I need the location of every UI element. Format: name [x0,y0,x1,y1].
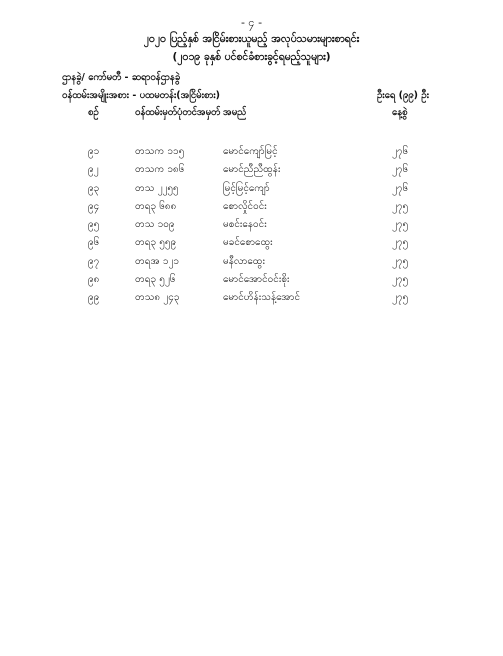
table-row [0,144,503,162]
cell-name: မောင်ကျော်မြင့် [223,146,278,157]
cell-date: ၂၇၅ [392,200,409,212]
cell-no: ၉၈ [88,274,100,286]
column-header-name: အမည် [223,107,247,118]
cell-date: ၂၇၅ [392,255,409,267]
table-row [0,254,503,272]
table-row [0,235,503,253]
cell-no: ၉၆ [88,237,100,249]
cell-id: တသက ၁၁၅ [135,146,185,157]
column-header-no: စဉ် [88,107,99,118]
cell-name: မောင်ညီညီထွန်း [223,164,281,176]
document-title: ၂၀၂၀ ပြည့်နှစ် အငြိမ်းစားယူမည့် အလုပ်သမားများစာရင်း [143,33,360,45]
total-count: ဦးရေ (၉၉) ဦး [377,90,429,101]
cell-name: မောင်အောင်ဝင်းစိုး [223,274,290,286]
cell-no: ၉၂ [88,164,99,176]
table-row [0,199,503,217]
cell-name: စောလှိုင်ဝင်း [223,200,267,212]
cell-name: မခင်စောထွေး [223,237,273,249]
cell-date: ၂၇၆ [392,164,409,176]
table-row [0,217,503,235]
cell-id: တရ၃ ၆၈၈ [135,200,177,212]
cell-name: မစင်းနေဝင်း [223,219,267,231]
table-row [0,272,503,290]
cell-id: တသ၈ ၂၄၃ [135,292,180,304]
table-row [0,162,503,180]
cell-date: ၂၇၆ [392,182,409,194]
cell-no: ၉၇ [88,255,100,267]
cell-id: တသက ၁၈၆ [135,164,185,176]
cell-name: မောင်ဟိန်းသန့်အောင် [223,292,301,304]
cell-id: တသ ၂၂၅၅ [135,182,179,194]
cell-date: ၂၇၅ [392,219,409,231]
table-row [0,181,503,199]
document-subtitle: (၂၀၁၉ ခုနှစ် ပင်စင်ခံစားခွင့်ရမည့်သူများ) [172,51,331,63]
cell-no: ၉၅ [88,219,100,231]
cell-id: တရ၃ ၅၂၆ [135,274,176,286]
cell-no: ၉၁ [88,146,100,157]
department-line: ဌာနခွဲ/ ကော်မတီ - ဆရာဝန်ဌာနခွဲ [62,72,181,83]
section-line: ဝန်ထမ်းအမျိုးအစား - ပထမတန်း(အငြိမ်းစား) [62,90,221,101]
cell-date: ၂၇၆ [392,146,409,157]
cell-name: မနီလာထွေး [223,255,266,267]
cell-id: တရ၃ ၅၅၉ [135,237,177,249]
cell-id: တသ ၁၀၉ [135,219,175,231]
cell-date: ၂၇၅ [392,292,409,304]
column-header-date: နေ့စွဲ [392,107,408,118]
cell-no: ၉၄ [88,200,100,212]
cell-name: မြင့်မြင့်ကျော် [223,182,270,194]
cell-date: ၂၇၅ [392,237,409,249]
table-row [0,290,503,308]
data-table [0,144,503,309]
cell-date: ၂၇၅ [392,274,409,286]
column-header-id: ဝန်ထမ်းမှတ်ပုံတင်အမှတ် [135,107,221,118]
cell-no: ၉၃ [88,182,100,194]
cell-id: တရအ ၁၂၁ [135,255,179,267]
page-number: - ၄ - [240,16,263,29]
cell-no: ၉၉ [88,292,100,304]
